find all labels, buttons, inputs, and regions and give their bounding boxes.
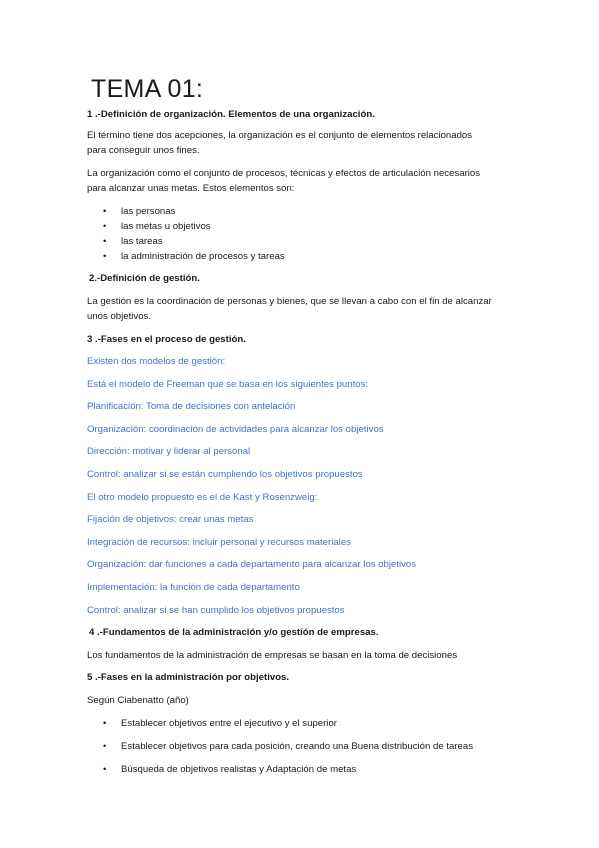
section-1-paragraph-1-line-1: El término tiene dos acepciones, la organización es el conjunto de elementos relacionados <box>87 130 473 141</box>
list-item: las tareas <box>121 236 163 247</box>
section-3-line: Planificación: Toma de decisiones con antelación <box>87 401 296 412</box>
section-3-line: Organización: dar funciones a cada departamento para alcanzar los objetivos <box>87 559 417 570</box>
bullet-marker: • <box>103 236 107 247</box>
section-2-paragraph-line-2: unos objetivos. <box>87 311 151 322</box>
list-item: Establecer objetivos entre el ejecutivo y el superior <box>121 718 337 729</box>
list-item: Búsqueda de objetivos realistas y Adaptación de metas <box>121 764 357 775</box>
section-3-line: Existen dos modelos de gestión: <box>87 356 226 367</box>
section-3-line: Implementación: la función de cada departamento <box>87 582 300 593</box>
list-item: las personas <box>121 206 176 217</box>
section-4-heading: 4 .-Fundamentos de la administración y/o gestión de empresas. <box>89 627 379 638</box>
bullet-marker: • <box>103 764 107 775</box>
section-3-line: Control: analizar si se están cumpliendo los objetivos propuestos <box>87 469 363 480</box>
section-3-line: Organización: coordinación de actividades para alcanzar los objetivos <box>87 424 384 435</box>
section-3-line: Integración de recursos: incluir personal y recursos materiales <box>87 537 351 548</box>
section-3-line: Dirección: motivar y liderar al personal <box>87 446 251 457</box>
list-item: las metas u objetivos <box>121 221 211 232</box>
section-3-line: Fijación de objetivos: crear unas metas <box>87 514 254 525</box>
bullet-marker: • <box>103 251 107 262</box>
list-item: Establecer objetivos para cada posición, creando una Buena distribución de tareas <box>121 741 473 752</box>
page-title: TEMA 01: <box>91 75 204 103</box>
section-1-paragraph-2-line-1: La organización como el conjunto de procesos, técnicas y efectos de articulación necesarios <box>87 168 481 179</box>
bullet-marker: • <box>103 741 107 752</box>
list-item: la administración de procesos y tareas <box>121 251 285 262</box>
section-3-line: El otro modelo propuesto es el de Kast y Rosenzweig: <box>87 492 318 503</box>
bullet-marker: • <box>103 718 107 729</box>
section-2-paragraph-line-1: La gestión es la coordinación de personas y bienes, que se llevan a cabo con el fin de alcanzar <box>87 296 492 307</box>
section-3-line: Está el modelo de Freeman que se basa en los siguientes puntos: <box>87 379 369 390</box>
section-3-heading: 3 .-Fases en el proceso de gestión. <box>87 334 246 345</box>
section-5-intro: Según Ciabenatto (año) <box>87 695 189 706</box>
section-2-heading: 2.-Definición de gestión. <box>89 273 200 284</box>
section-1-paragraph-1-line-2: para conseguir unos fines. <box>87 145 200 156</box>
bullet-marker: • <box>103 221 107 232</box>
section-3-line: Control: analizar si se han cumplido los objetivos propuestos <box>87 605 345 616</box>
section-5-heading: 5 .-Fases en la administración por objetivos. <box>87 672 290 683</box>
bullet-marker: • <box>103 206 107 217</box>
section-1-paragraph-2-line-2: para alcanzar unas metas. Estos elementos son: <box>87 183 295 194</box>
section-1-heading: 1 .-Definición de organización. Elementos de una organización. <box>87 109 375 120</box>
section-4-paragraph: Los fundamentos de la administración de empresas se basan en la toma de decisiones <box>87 650 458 661</box>
